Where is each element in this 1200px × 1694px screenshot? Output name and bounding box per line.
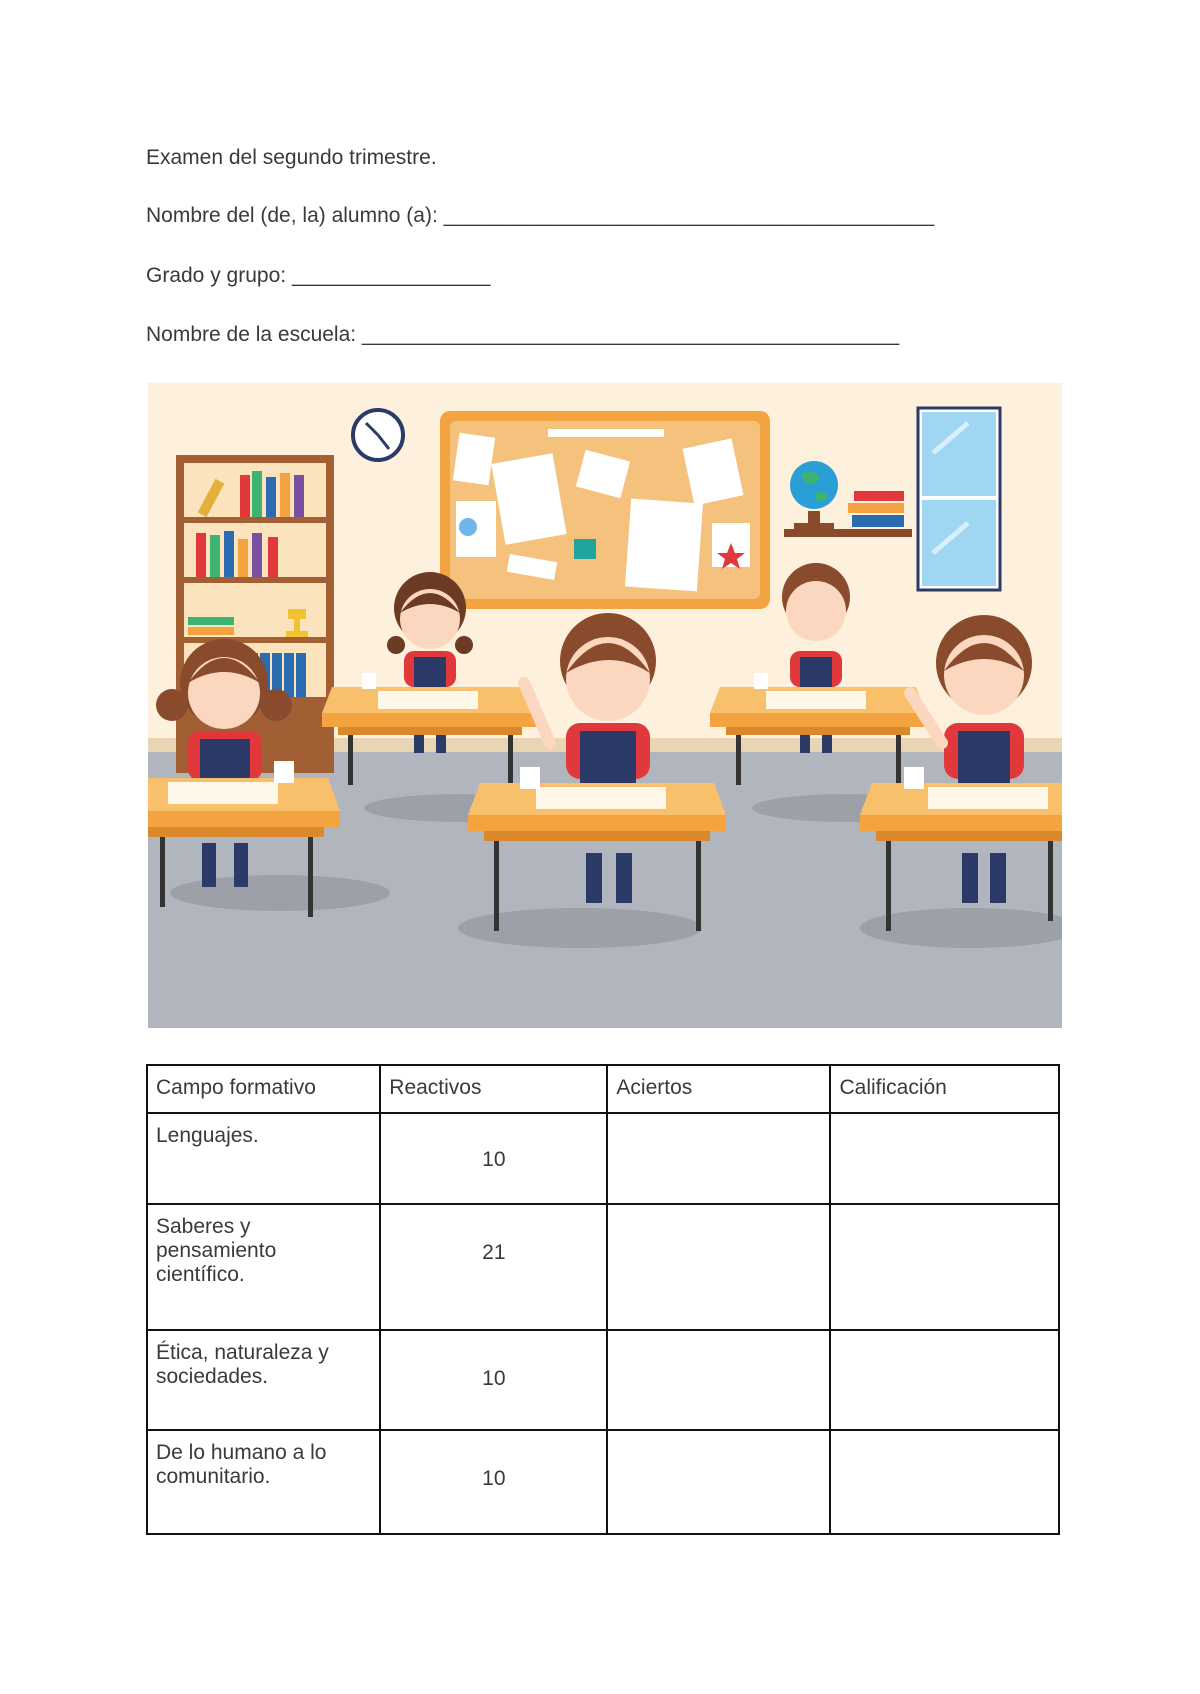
- cell-calificacion[interactable]: [830, 1430, 1059, 1534]
- table-header-row: [147, 1065, 1059, 1113]
- bookshelf-icon: [176, 455, 334, 773]
- grade-group-blank[interactable]: _________________: [291, 264, 491, 287]
- grade-group-line: [146, 264, 490, 288]
- cell-calificacion[interactable]: [830, 1204, 1059, 1330]
- cell-campo: Ética, naturaleza y sociedades.: [147, 1330, 380, 1430]
- cell-aciertos[interactable]: [607, 1430, 830, 1534]
- header-aciertos: Aciertos: [607, 1065, 830, 1113]
- header-calificacion: Calificación: [830, 1065, 1059, 1113]
- student-name-label: Nombre del (de, la) alumno (a):: [146, 204, 438, 227]
- table-row: [147, 1330, 1059, 1430]
- cell-reactivos: 10: [380, 1330, 607, 1430]
- clock-icon: [353, 410, 403, 460]
- cell-reactivos: 21: [380, 1204, 607, 1330]
- cell-reactivos: 10: [380, 1430, 607, 1534]
- cell-calificacion[interactable]: [830, 1330, 1059, 1430]
- score-table: [146, 1064, 1060, 1535]
- cell-calificacion[interactable]: [830, 1113, 1059, 1204]
- table-row: [147, 1430, 1059, 1534]
- cell-aciertos[interactable]: [607, 1113, 830, 1204]
- grade-group-label: Grado y grupo:: [146, 264, 287, 287]
- bulletin-board: [440, 411, 770, 609]
- table-row: [147, 1204, 1059, 1330]
- window: [918, 408, 1000, 590]
- school-name-blank[interactable]: ______________________________________________: [361, 323, 900, 346]
- cell-aciertos[interactable]: [607, 1204, 830, 1330]
- header-campo-formativo: Campo formativo: [147, 1065, 380, 1113]
- student-name-line: [146, 204, 934, 228]
- cell-campo: Lenguajes.: [147, 1113, 380, 1204]
- exam-title: Examen del segundo trimestre.: [146, 146, 437, 169]
- cell-campo: Saberes y pensamiento científico.: [147, 1204, 380, 1330]
- cell-aciertos[interactable]: [607, 1330, 830, 1430]
- cell-reactivos: 10: [380, 1113, 607, 1204]
- header-reactivos: Reactivos: [380, 1065, 607, 1113]
- school-name-label: Nombre de la escuela:: [146, 323, 357, 346]
- cell-campo: De lo humano a lo comunitario.: [147, 1430, 380, 1534]
- student-name-blank[interactable]: __________________________________________: [443, 204, 935, 227]
- classroom-illustration: [148, 383, 1062, 1028]
- school-name-line: [146, 323, 899, 347]
- table-row: [147, 1113, 1059, 1204]
